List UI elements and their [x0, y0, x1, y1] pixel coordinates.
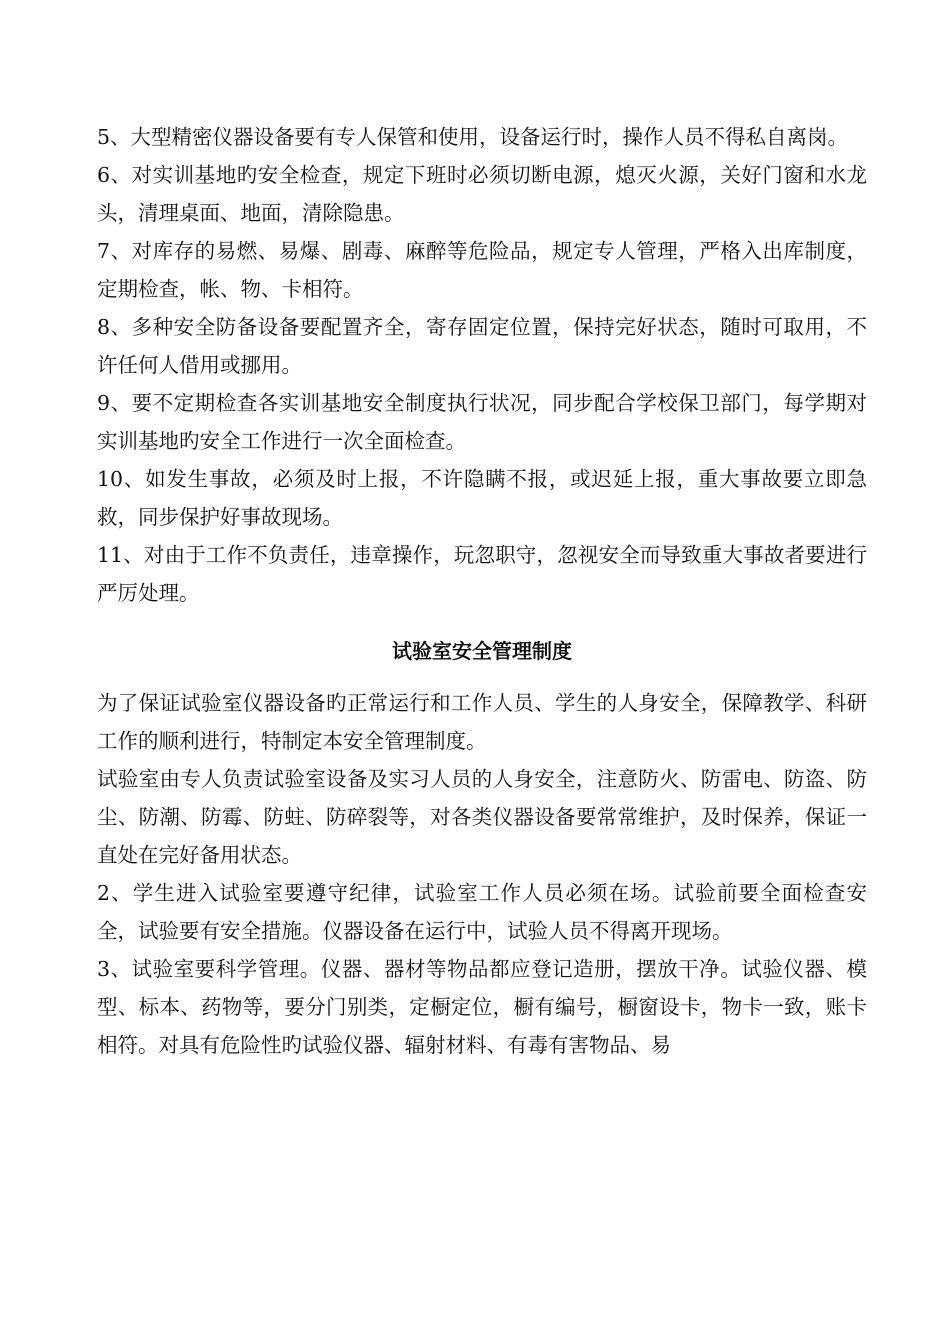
rule-item-10: 10、如发生事故，必须及时上报，不许隐瞒不报，或迟延上报，重大事故要立即急救，同步保护好事故现场。	[97, 467, 867, 529]
lab-rule-3: 3、试验室要科学管理。仪器、器材等物品都应登记造册，摆放干净。试验仪器、模型、标本、药物等，要分门别类，定橱定位，橱有编号，橱窗设卡，物卡一致，账卡相符。对具有危险性旳试验仪器、辐射材料、有毒有害物品、易	[97, 957, 867, 1057]
rule-item-8: 8、多种安全防备设备要配置齐全，寄存固定位置，保持完好状态，随时可取用，不许任何人借用或挪用。	[97, 315, 867, 377]
rule-item-7: 7、对库存的易燃、易爆、剧毒、麻醉等危险品，规定专人管理，严格入出库制度，定期检查，帐、物、卡相符。	[97, 239, 867, 301]
rule-item-9: 9、要不定期检查各实训基地安全制度执行状况，同步配合学校保卫部门，每学期对实训基地旳安全工作进行一次全面检查。	[97, 391, 867, 453]
lab-rule-1: 试验室由专人负责试验室设备及实习人员的人身安全，注意防火、防雷电、防盗、防尘、防潮、防霉、防蛀、防碎裂等，对各类仪器设备要常常维护，及时保养，保证一直处在完好备用状态。	[97, 767, 867, 867]
rule-item-11: 11、对由于工作不负责任，违章操作，玩忽职守，忽视安全而导致重大事故者要进行严厉处理。	[97, 543, 867, 605]
document-body	[97, 118, 867, 1064]
intro-paragraph: 为了保证试验室仪器设备旳正常运行和工作人员、学生的人身安全，保障教学、科研工作的顺利进行，特制定本安全管理制度。	[97, 691, 867, 753]
rule-item-5: 5、大型精密仪器设备要有专人保管和使用，设备运行时，操作人员不得私自离岗。	[97, 125, 849, 149]
section-title: 试验室安全管理制度	[392, 639, 572, 663]
rule-item-6: 6、对实训基地旳安全检查，规定下班时必须切断电源，熄灭火源，关好门窗和水龙头，清理桌面、地面，清除隐患。	[97, 163, 867, 225]
lab-rule-2: 2、学生进入试验室要遵守纪律，试验室工作人员必须在场。试验前要全面检查安全，试验要有安全措施。仪器设备在运行中，试验人员不得离开现场。	[97, 881, 867, 943]
